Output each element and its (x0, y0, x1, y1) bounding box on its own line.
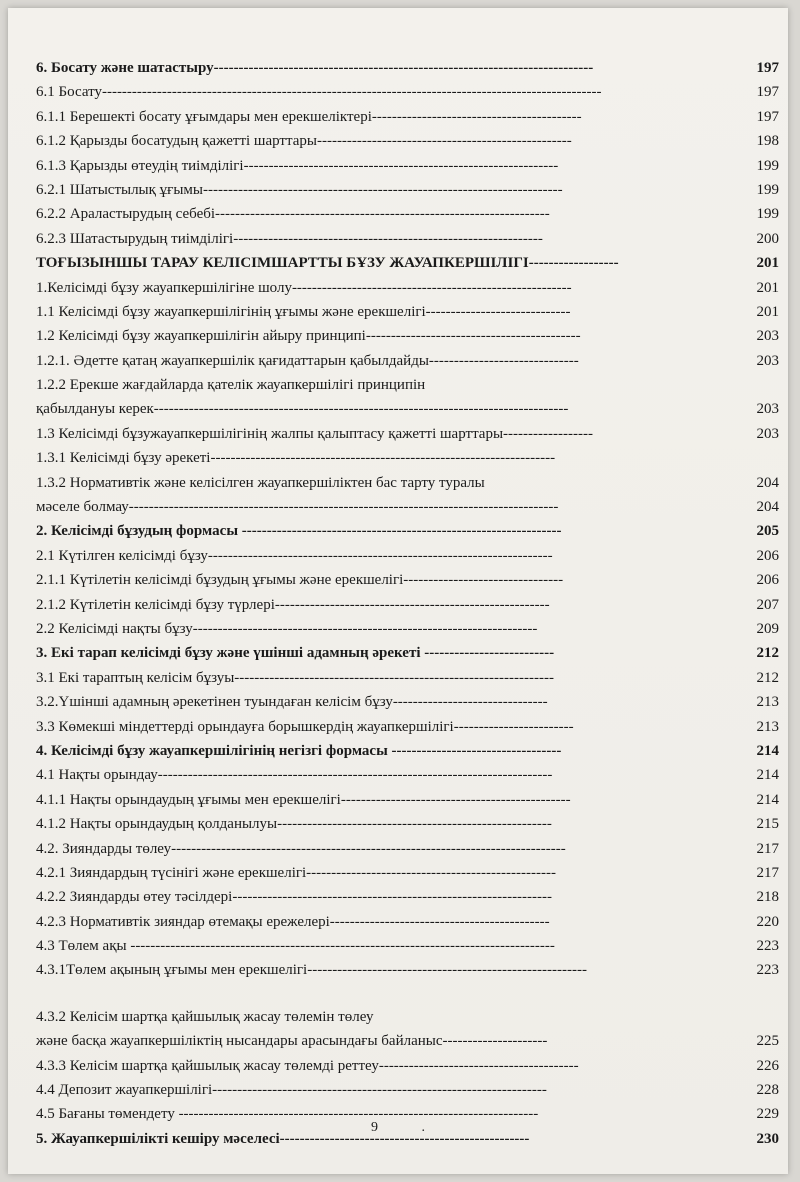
toc-entry-page: 204 (756, 499, 779, 516)
toc-entry-title: 3.1 Екі тараптың келісім бұзуы---------------------------------------------------------------- (36, 669, 554, 686)
toc-entry-page: 213 (756, 718, 779, 735)
toc-entry-title: 3.3 Көмекші міндеттерді орындауға борышкердің жауапкершілігі------------------------ (36, 718, 574, 735)
toc-entry-page: 228 (756, 1082, 779, 1099)
toc-entry-title: және басқа жауапкершіліктің нысандары арасындағы байланыс--------------------- (36, 1033, 548, 1050)
toc-entry-title: 4.5 Бағаны төмендету ------------------------------------------------------------------------ (36, 1106, 539, 1123)
toc-entry-page: 206 (756, 572, 779, 589)
toc-entry (36, 837, 779, 861)
toc-entry-title: 2.1.1 Күтілетін келісімді бұзудың ұғымы және ерекшелігі-------------------------------- (36, 572, 564, 589)
toc-entry-title: 1.1 Келісімді бұзу жауапкершілігінің ұғымы және ерекшелігі----------------------------- (36, 303, 571, 320)
toc-entry-title: 6. Босату және шатастыру---------------------------------------------------------------------------- (36, 60, 594, 76)
toc-entry (36, 227, 779, 251)
toc-entry (36, 641, 779, 665)
toc-entry-page: 203 (756, 328, 779, 345)
toc-entry-page: 201 (756, 279, 779, 296)
toc-entry (36, 80, 779, 104)
toc-entry (36, 666, 779, 690)
toc-entry (36, 300, 779, 324)
toc-entry (36, 495, 779, 519)
toc-entry-title: 4.1 Нақты орындау------------------------------------------------------------------------------- (36, 767, 553, 784)
toc-entry-title: 2.1 Күтілген келісімді бұзу--------------------------------------------------------------------- (36, 547, 553, 564)
toc-entry (36, 739, 779, 763)
toc-entry-page: 203 (756, 425, 779, 442)
toc-entry-page: 223 (756, 938, 779, 955)
toc-entry-title: 2.1.2 Күтілетін келісімді бұзу түрлері------------------------------------------------------- (36, 596, 550, 613)
toc-entry (36, 788, 779, 812)
toc-entry (36, 1029, 779, 1053)
toc-entry (36, 519, 779, 543)
toc-entry-page: 226 (756, 1057, 779, 1074)
toc-entry-title: 4.4 Депозит жауапкершілігі------------------------------------------------------------------- (36, 1082, 547, 1099)
toc-entry-title: 6.1.1 Берешекті босату ұғымдары мен ерекшеліктері------------------------------------------ (36, 108, 582, 125)
toc-entry (36, 958, 779, 982)
toc-entry (36, 861, 779, 885)
toc-entry (36, 617, 779, 641)
toc-entry (36, 715, 779, 739)
toc-entry-page: 203 (756, 352, 779, 369)
toc-entry (36, 593, 779, 617)
toc-entry-title: 1.3.1 Келісімді бұзу әрекеті--------------------------------------------------------------------- (36, 450, 556, 467)
toc-entry-page: 212 (756, 645, 779, 662)
toc-entry (36, 446, 779, 470)
toc-entry-page: 217 (756, 864, 779, 881)
toc-gap (36, 983, 779, 1005)
page-footer (8, 1120, 788, 1136)
toc-entry-page: 229 (756, 1106, 779, 1123)
toc-entry-title: 1.2 Келісімді бұзу жауапкершілігін айыру принципі------------------------------------------- (36, 328, 581, 345)
toc-entry-title: 1.3.2 Нормативтік және келісілген жауапкершіліктен бас тарту туралы (36, 474, 485, 491)
toc-entry-title: 6.1.2 Қарызды босатудың қажетті шарттары--------------------------------------------------- (36, 133, 572, 150)
toc-entry-title: 4.2.1 Зияндардың түсінігі және ерекшелігі-------------------------------------------------- (36, 864, 556, 881)
toc-entry (36, 154, 779, 178)
toc-entry-title: 4.2. Зияндарды төлеу------------------------------------------------------------------------------- (36, 840, 566, 857)
toc-entry-page: 209 (756, 620, 779, 637)
toc-entry-page: 218 (756, 889, 779, 906)
toc-entry-page: 213 (756, 694, 779, 711)
toc-entry (36, 544, 779, 568)
toc-entry (36, 202, 779, 226)
toc-entry-title: қабылдануы керек----------------------------------------------------------------------------------- (36, 401, 569, 418)
toc-entry-title: 2. Келісімді бұзудың формасы ---------------------------------------------------------------- (36, 523, 562, 540)
toc-entry (36, 178, 779, 202)
toc-entry-title: 4.3.1Төлем ақының ұғымы мен ерекшелігі-------------------------------------------------------- (36, 962, 587, 979)
toc-entry-title: 6.1.3 Қарызды өтеудің тиімділігі--------------------------------------------------------------- (36, 157, 559, 174)
toc-entry-title: 1.2.1. Әдетте қатаң жауапкершілік қағидаттарын қабылдайды------------------------------ (36, 352, 579, 369)
toc-entry (36, 129, 779, 153)
toc-entry-page: 215 (756, 816, 779, 833)
toc-entry-page: 207 (756, 596, 779, 613)
document-page (8, 8, 788, 1174)
toc-entry-title: 6.2.1 Шатыстылық ұғымы------------------------------------------------------------------------ (36, 181, 563, 198)
toc-entry-title: 3.2.Үшінші адамның әрекетінен туындаған келісім бұзу------------------------------- (36, 694, 548, 711)
toc-entry-title: 4.1.1 Нақты орындаудың ұғымы мен ерекшелігі---------------------------------------------- (36, 791, 571, 808)
toc-entry-page: 199 (756, 157, 779, 174)
toc-entry-title: 5. Жауапкершілікті кешіру мәселесі-------------------------------------------------- (36, 1130, 530, 1147)
toc-entry (36, 1005, 779, 1029)
toc-entry-page: 197 (756, 84, 779, 101)
toc-entry-page: 197 (756, 108, 779, 125)
table-of-contents (36, 56, 779, 1151)
toc-entry (36, 56, 779, 80)
toc-entry (36, 812, 779, 836)
toc-entry-title: 4.3.2 Келісім шартқа қайшылық жасау төлемін төлеу (36, 1008, 374, 1025)
toc-entry-page: 201 (756, 303, 779, 320)
toc-entry (36, 934, 779, 958)
toc-entry (36, 763, 779, 787)
toc-entry (36, 1078, 779, 1102)
toc-entry-page: 217 (756, 840, 779, 857)
toc-entry-title: 1.3 Келісімді бұзужауапкершілігінің жалпы қалыптасу қажетті шарттары------------------ (36, 425, 593, 442)
toc-entry-page: 225 (756, 1033, 779, 1050)
toc-entry-title: 4.2.3 Нормативтік зияндар өтемақы ережелері-------------------------------------------- (36, 913, 550, 930)
toc-entry (36, 568, 779, 592)
toc-entry (36, 1054, 779, 1078)
toc-entry-title: 2.2 Келісімді нақты бұзу--------------------------------------------------------------------- (36, 620, 538, 637)
toc-entry-title: 6.2.2 Араластырудың себебі------------------------------------------------------------------- (36, 206, 550, 223)
toc-entry-page: 220 (756, 913, 779, 930)
toc-entry-page: 214 (756, 791, 779, 808)
toc-entry (36, 422, 779, 446)
toc-entry-title: 4.3 Төлем ақы ------------------------------------------------------------------------------------- (36, 938, 555, 955)
toc-entry-page: 214 (756, 742, 779, 759)
toc-entry-title: ТОҒЫЗЫНШЫ ТАРАУ КЕЛІСІМШАРТТЫ БҰЗУ ЖАУАПКЕРШІЛІГІ------------------ (36, 255, 619, 272)
toc-entry (36, 690, 779, 714)
toc-entry (36, 910, 779, 934)
toc-entry-title: 4. Келісімді бұзу жауапкершілігінің негізгі формасы ---------------------------------- (36, 742, 562, 759)
toc-entry (36, 349, 779, 373)
toc-entry-page: 204 (756, 474, 779, 491)
toc-entry-title: 6.2.3 Шатастырудың тиімділігі-------------------------------------------------------------- (36, 230, 543, 247)
toc-entry-title: 4.2.2 Зияндарды өтеу тәсілдері---------------------------------------------------------------- (36, 889, 553, 906)
toc-entry (36, 276, 779, 300)
toc-entry-page: 203 (756, 401, 779, 418)
toc-entry-page: 206 (756, 547, 779, 564)
toc-entry-title: 1.Келісімді бұзу жауапкершілігіне шолу-------------------------------------------------------- (36, 279, 572, 296)
toc-entry (36, 373, 779, 397)
toc-entry-title: мәселе болмау-------------------------------------------------------------------------------------- (36, 499, 559, 516)
toc-entry-page: 200 (756, 230, 779, 247)
toc-entry-page: 205 (756, 523, 779, 540)
toc-entry-title: 4.1.2 Нақты орындаудың қолданылуы------------------------------------------------------- (36, 816, 552, 833)
toc-entry (36, 471, 779, 495)
toc-entry-title: 4.3.3 Келісім шартқа қайшылық жасау төлемді реттеу---------------------------------------- (36, 1057, 579, 1074)
footer-mark: . (421, 1120, 425, 1135)
toc-entry-page: 198 (756, 133, 779, 150)
page-number: 9 (371, 1120, 378, 1135)
toc-entry (36, 251, 779, 275)
toc-entry-title: 6.1 Босату---------------------------------------------------------------------------------------------------- (36, 84, 602, 101)
toc-entry-page: 214 (756, 767, 779, 784)
toc-entry-page: 197 (756, 60, 779, 76)
toc-entry (36, 397, 779, 421)
toc-entry-page: 212 (756, 669, 779, 686)
toc-entry-page: 201 (756, 255, 779, 272)
toc-entry (36, 105, 779, 129)
toc-entry-title: 1.2.2 Ерекше жағдайларда қателік жауапкершілігі принципін (36, 377, 426, 394)
toc-entry-page: 199 (756, 206, 779, 223)
toc-entry-page: 223 (756, 962, 779, 979)
toc-entry-title: 3. Екі тарап келісімді бұзу және үшінші адамның әрекеті -------------------------- (36, 645, 555, 662)
toc-entry-page: 199 (756, 181, 779, 198)
toc-entry-page: 230 (756, 1130, 779, 1147)
toc-entry (36, 324, 779, 348)
toc-entry (36, 885, 779, 909)
